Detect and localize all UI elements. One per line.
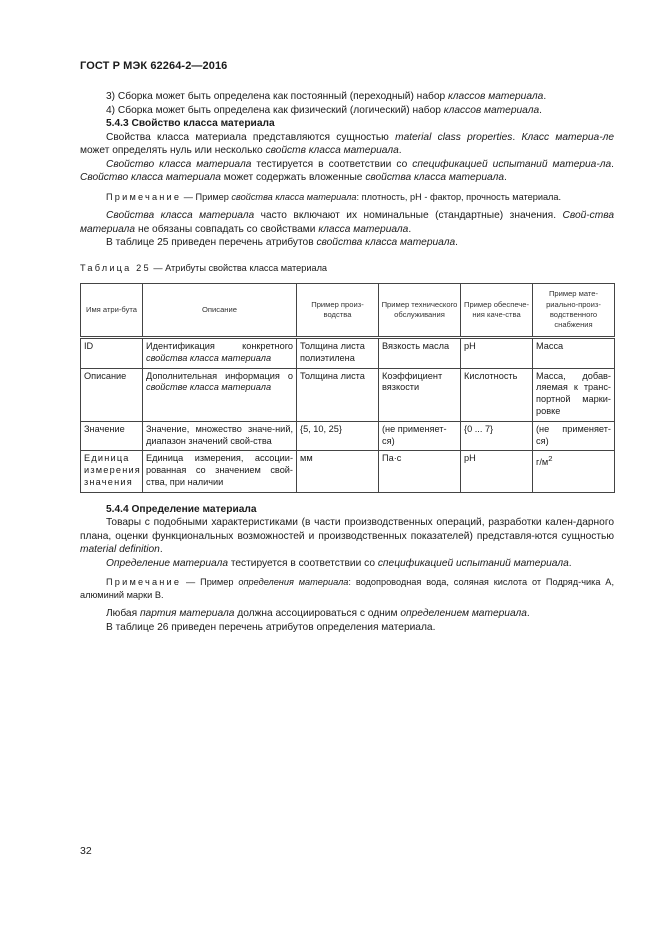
column-header: Пример технического обслуживания (379, 284, 461, 338)
table-cell: pH (461, 451, 533, 492)
paragraph: В таблице 26 приведен перечень атрибутов определения материала. (106, 621, 436, 633)
table-row (81, 368, 615, 421)
table-cell: Идентификация конкретного свойства класса материала (143, 338, 297, 369)
paragraph: Свойство класса материала тестируется в соответствии со спецификацией испытаний материа-ла. Свойство класса материала может содержать вложенные свойства класса материала. (80, 158, 615, 183)
column-header: Описание (143, 284, 297, 338)
table-cell: Масса, добав-ляемая к транс-портной марки-ровке (533, 368, 615, 421)
table-cell: мм (297, 451, 379, 492)
paragraph: Любая партия материала должна ассоциироваться с одним определением материала. (106, 608, 530, 620)
note-label: Примечание (106, 191, 182, 202)
note: Примечание — Пример определения материала: водопроводная вода, соляная кислота от Подряд-чика А, алюминий марки В. (80, 577, 614, 600)
table-cell: Коэффициент вязкости (379, 368, 461, 421)
table-row (81, 421, 615, 451)
paragraph: Свойства класса материала представляются сущностью material class properties. Класс материа-ле может определять нуль или несколько свойств класса материала. (80, 131, 614, 156)
paragraph: Свойства класса материала часто включают их номинальные (стандартные) значения. Свой-ства материала не обязаны совпадать со свойствами класса материала. (80, 210, 615, 235)
table-row (81, 338, 615, 369)
table-cell: Толщина листа (297, 368, 379, 421)
table-cell: Дополнительная информация о свойстве класса материала (143, 368, 297, 421)
column-header: Пример обеспече-ния каче-ства (461, 284, 533, 338)
attributes-table-25 (80, 283, 615, 493)
column-header: Пример мате-риально-произ-водственного снабжения (533, 284, 615, 338)
section-heading-5-4-3: 5.4.3 Свойство класса материала (106, 118, 275, 129)
section-heading-5-4-4: 5.4.4 Определение материала (106, 503, 257, 515)
page-number: 32 (80, 845, 92, 857)
document-header: ГОСТ Р МЭК 62264-2—2016 (80, 60, 228, 72)
table-cell: ID (81, 338, 143, 369)
list-item-4: 4) Сборка может быть определена как физический (логический) набор классов материала. (106, 104, 542, 116)
column-header: Пример произ-водства (297, 284, 379, 338)
table-cell: {0 ... 7} (461, 421, 533, 451)
table-cell: Кислотность (461, 368, 533, 421)
note-label: Примечание (106, 577, 182, 588)
paragraph: Определение материала тестируется в соответствии со спецификацией испытаний материала. (106, 557, 572, 569)
table-caption: Таблица 25 — Атрибуты свойства класса материала (80, 262, 328, 273)
table-row (81, 451, 615, 492)
table-header-row (81, 284, 615, 338)
table-cell: Описание (81, 368, 143, 421)
paragraph: В таблице 25 приведен перечень атрибутов свойства класса материала. (106, 237, 458, 248)
table-cell: Единица измерения значения (81, 451, 143, 492)
table-cell: Толщина листа полиэтилена (297, 338, 379, 369)
column-header: Имя атри-бута (81, 284, 143, 338)
table-cell: $г/м^2$ (533, 451, 615, 492)
table-cell: Значение, множество значе-ний, диапазон значений свой-ства (143, 421, 297, 451)
table-cell: Значение (81, 421, 143, 451)
table-cell: Па·с (379, 451, 461, 492)
table-cell: {5, 10, 25} (297, 421, 379, 451)
table-cell: Вязкость масла (379, 338, 461, 369)
paragraph: Товары с подобными характеристиками (в части производственных операций, разработки кален-дарного плана, оценки функциональных возможностей и производственных показателей) представля-ются сущностью material definition. (80, 517, 614, 556)
table-cell: Масса (533, 338, 615, 369)
table-cell: pH (461, 338, 533, 369)
list-item-3: 3) Сборка может быть определена как постоянный (переходный) набор классов материала. (106, 91, 547, 102)
table-cell: Единица измерения, ассоции-рованная со значением свой-ства, при наличии (143, 451, 297, 492)
table-cell: (не применяет-ся) (533, 421, 615, 451)
page-content (80, 90, 614, 634)
table-cell: (не применяет-ся) (379, 421, 461, 451)
note: Примечание — Пример свойства класса материала: плотность, pH - фактор, прочность материала. (106, 191, 562, 202)
